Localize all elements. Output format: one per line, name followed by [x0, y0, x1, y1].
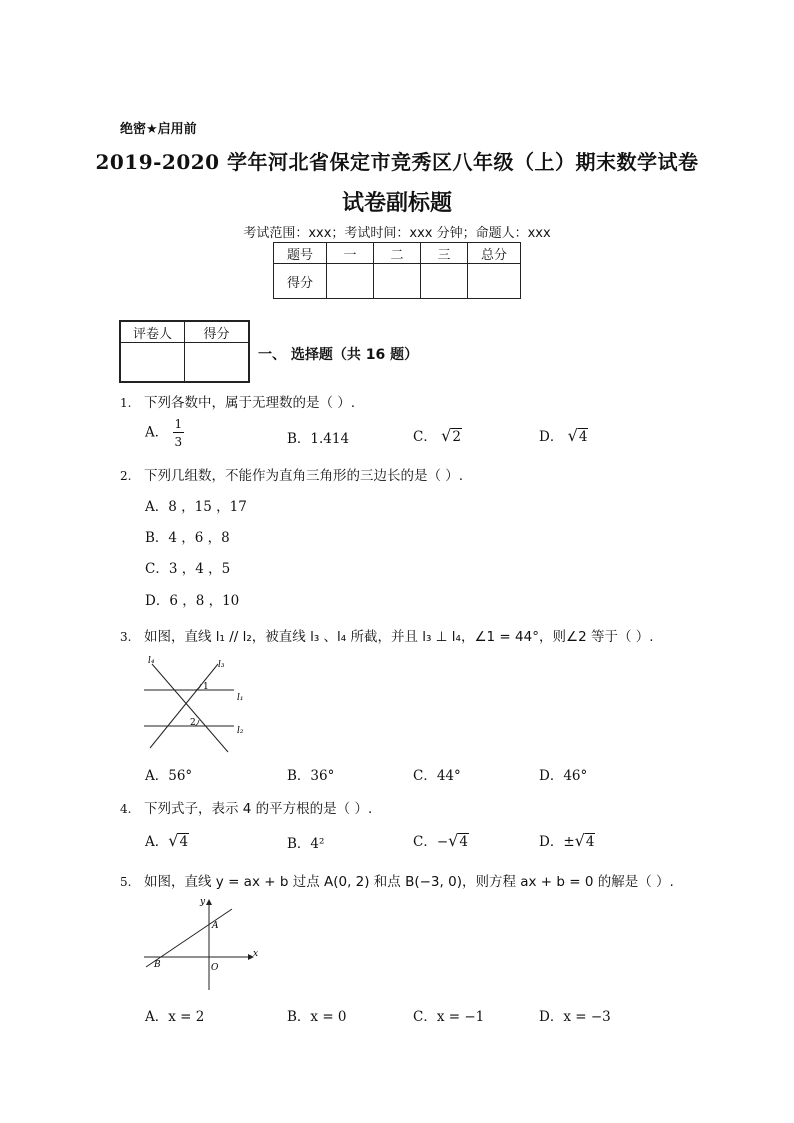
radicand: 4 [459, 834, 468, 850]
q4-option-c[interactable] [413, 830, 469, 850]
question-5 [120, 870, 674, 890]
q2-option-b[interactable]: B．4 ，6 ，8 [145, 530, 230, 546]
q2-option-a[interactable]: A．8 ，15 ，17 [145, 499, 247, 515]
score-header-total: 总分 [468, 243, 521, 264]
q5-option-b[interactable]: B．x = 0 [287, 1009, 347, 1025]
question-stem: 下列几组数，不能作为直角三角形的三边长的是（ ）. [144, 468, 464, 484]
label-l4: l₄ [148, 656, 155, 666]
grader-score-header: 得分 [185, 321, 250, 343]
score-header-2: 二 [374, 243, 421, 264]
score-cell [421, 264, 468, 299]
option-text: 4² [310, 836, 325, 852]
score-header-3: 三 [421, 243, 468, 264]
question-3 [120, 625, 654, 645]
label-l1: l₁ [237, 693, 244, 703]
option-label: B． [287, 836, 311, 852]
confidential-label: 绝密★启用前 [120, 122, 197, 137]
label-x: x [253, 949, 259, 959]
angle-1-arc [196, 684, 201, 690]
question-number: 2. [120, 469, 132, 483]
label-point-a: A [212, 921, 219, 931]
score-cell [468, 264, 521, 299]
question-number: 4. [120, 802, 132, 816]
radicand: 4 [585, 834, 595, 850]
exam-title: 2019-2020 学年河北省保定市竞秀区八年级（上）期末数学试卷 [95, 150, 699, 174]
score-header-1: 一 [327, 243, 374, 264]
grader-cell [120, 343, 185, 383]
question-stem: 下列式子，表示 4 的平方根的是（ ）. [144, 801, 373, 817]
label-angle-2: 2 [190, 718, 196, 728]
question-1 [120, 391, 355, 411]
sqrt-icon: √ [567, 426, 578, 445]
label-origin: O [211, 963, 219, 973]
section-heading: 一、 选择题（共 16 题） [258, 347, 419, 363]
numerator: 1 [174, 417, 183, 431]
line-y-ax-b [146, 909, 232, 967]
grader-table [119, 320, 250, 383]
label-point-b: B [154, 960, 161, 970]
option-label: A． [145, 424, 169, 441]
grader-cell [185, 343, 250, 383]
sqrt-icon: √ [168, 831, 179, 850]
option-label: B． [287, 431, 311, 447]
q3-option-b[interactable]: B．36° [287, 768, 335, 784]
question-number: 5. [120, 875, 132, 889]
exam-subtitle: 试卷副标题 [341, 190, 452, 216]
question-4 [120, 797, 372, 817]
q1-option-c[interactable] [413, 425, 462, 445]
option-label: A． [145, 834, 169, 850]
question-stem: 如图，直线 l₁ // l₂，被直线 l₃ 、l₄ 所截，并且 l₃ ⊥ l₄，∠1 = 44°，则∠2 等于（ ）. [144, 629, 654, 645]
grader-header: 评卷人 [120, 321, 185, 343]
sqrt-icon: √ [448, 831, 459, 850]
parallel-lines-figure [140, 652, 260, 754]
line-l4 [152, 664, 228, 752]
fraction [173, 418, 185, 448]
radicand: 4 [179, 834, 189, 850]
option-label: D． [539, 429, 564, 445]
sqrt-icon: √ [574, 831, 585, 850]
question-number: 1. [120, 396, 132, 410]
sqrt-icon: √ [441, 426, 452, 445]
q1-option-a[interactable] [145, 418, 184, 448]
minus-sign: − [436, 834, 449, 850]
q3-option-d[interactable]: D．46° [539, 768, 588, 784]
score-row-label: 得分 [274, 264, 327, 299]
label-l2: l₂ [237, 726, 244, 736]
radicand: 4 [578, 429, 588, 445]
linear-function-figure [140, 895, 265, 995]
denominator: 3 [174, 435, 183, 449]
question-number: 3. [120, 630, 132, 644]
exam-info: 考试范围：xxx；考试时间：xxx 分钟；命题人：xxx [243, 226, 551, 241]
q1-option-b[interactable] [287, 427, 349, 447]
line-l3 [150, 664, 218, 748]
q4-option-a[interactable] [145, 830, 189, 850]
plus-minus-sign: ± [563, 834, 575, 850]
q2-option-d[interactable]: D．6 ，8 ，10 [145, 593, 240, 609]
option-label: D． [539, 834, 564, 850]
q2-option-c[interactable]: C．3 ，4 ，5 [145, 561, 231, 577]
radicand: 2 [452, 429, 461, 445]
score-cell [327, 264, 374, 299]
option-label: C． [413, 429, 437, 445]
q4-option-d[interactable] [539, 830, 595, 850]
question-stem: 下列各数中，属于无理数的是（ ）. [144, 395, 356, 411]
q4-option-b[interactable] [287, 832, 324, 852]
score-header-label: 题号 [274, 243, 327, 264]
label-l3: l₃ [218, 660, 225, 670]
q3-option-c[interactable]: C．44° [413, 768, 461, 784]
question-stem: 如图，直线 y = ax + b 过点 A(0, 2) 和点 B(−3, 0)，则方程 ax + b = 0 的解是（ ）. [144, 874, 674, 890]
q3-option-a[interactable]: A．56° [145, 768, 193, 784]
option-text: 1.414 [310, 431, 350, 447]
q5-option-a[interactable]: A．x = 2 [145, 1009, 205, 1025]
q5-option-d[interactable]: D．x = −3 [539, 1009, 611, 1025]
label-angle-1: 1 [203, 682, 209, 692]
label-y: y [200, 897, 206, 907]
score-cell [374, 264, 421, 299]
option-label: C． [413, 834, 437, 850]
q5-option-c[interactable]: C．x = −1 [413, 1009, 485, 1025]
q1-option-d[interactable] [539, 425, 588, 445]
question-2 [120, 464, 463, 484]
score-table [273, 242, 521, 299]
